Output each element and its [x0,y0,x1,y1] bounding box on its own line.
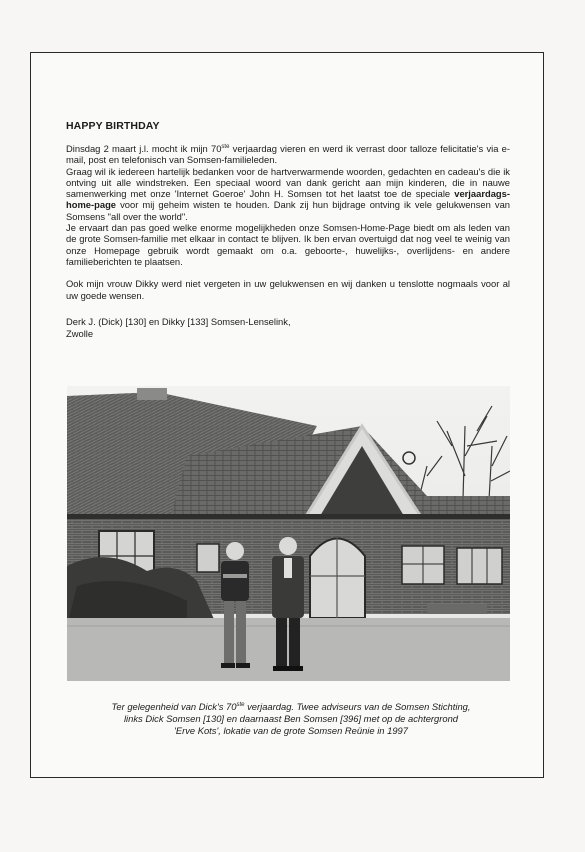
signature [66,316,510,341]
paragraph-thanks [66,166,510,222]
caption-line-1 [70,701,512,713]
farmhouse-photo [67,386,510,681]
article [66,120,510,341]
article-heading: HAPPY BIRTHDAY [66,120,160,132]
text-run: Ter gelegenheid van Dick's 70 [111,701,237,712]
text-run: verjaardag vieren en werd ik verrast door talloze felicitatie's via e-mail, post en telefonisch van Somsen-familieleden. [66,143,510,166]
text-run: Graag wil ik iedereen hartelijk bedanken voor de hartverwarmende woorden, gedachten en cadeau's die ik ontving uit alle windstreken. Een speciaal woord van dank gericht aan mijn kinderen, die in nauwe samenwerking met onze 'Internet Goeroe' John H. Somsen tot het laatst toe de speciale [66,165,510,200]
superscript: ste [236,701,245,708]
superscript: ste [221,143,230,150]
text-run: voor mij geheim wisten te houden. Dank zij hun bijdrage ontving ik vele gelukwensen van Somsens "all over the world". [66,199,510,222]
caption-line-2: links Dick Somsen [130] en daarnaast Ben Somsen [396] met op de achtergrond [123,713,459,724]
photo-caption [70,701,512,737]
signature-place: Zwolle [66,328,94,340]
signature-name: Derk J. (Dick) [130] en Dikky [133] Somsen-Lenselink, [66,315,291,327]
paragraph-homepage: Je ervaart dan pas goed welke enorme mogelijkheden onze Somsen-Home-Page biedt om als leden van de grote Somsen-familie met elkaar in contact te blijven. Ik ben ervan overtuigd dat nog veel te weinig van onze Homepage gebruik wordt gemaakt om o.a. geboorte-, huwelijks-, overlijdens- en andere familieberichten te plaatsen. [66,222,510,267]
paragraph-closing: Ook mijn vrouw Dikky werd niet vergeten in uw gelukwensen en wij danken u tenslotte nogmaals voor al uw goede wensen. [66,278,510,301]
text-run: verjaardag. Twee adviseurs van de Somsen Stichting, [244,701,471,712]
text-run: Dinsdag 2 maart j.l. mocht ik mijn 70 [66,143,222,154]
caption-line-3: 'Erve Kots', lokatie van de grote Somsen Reünie in 1997 [174,725,408,736]
bold-term: verjaardags-home-page [66,188,510,211]
paragraph-main [66,143,510,166]
